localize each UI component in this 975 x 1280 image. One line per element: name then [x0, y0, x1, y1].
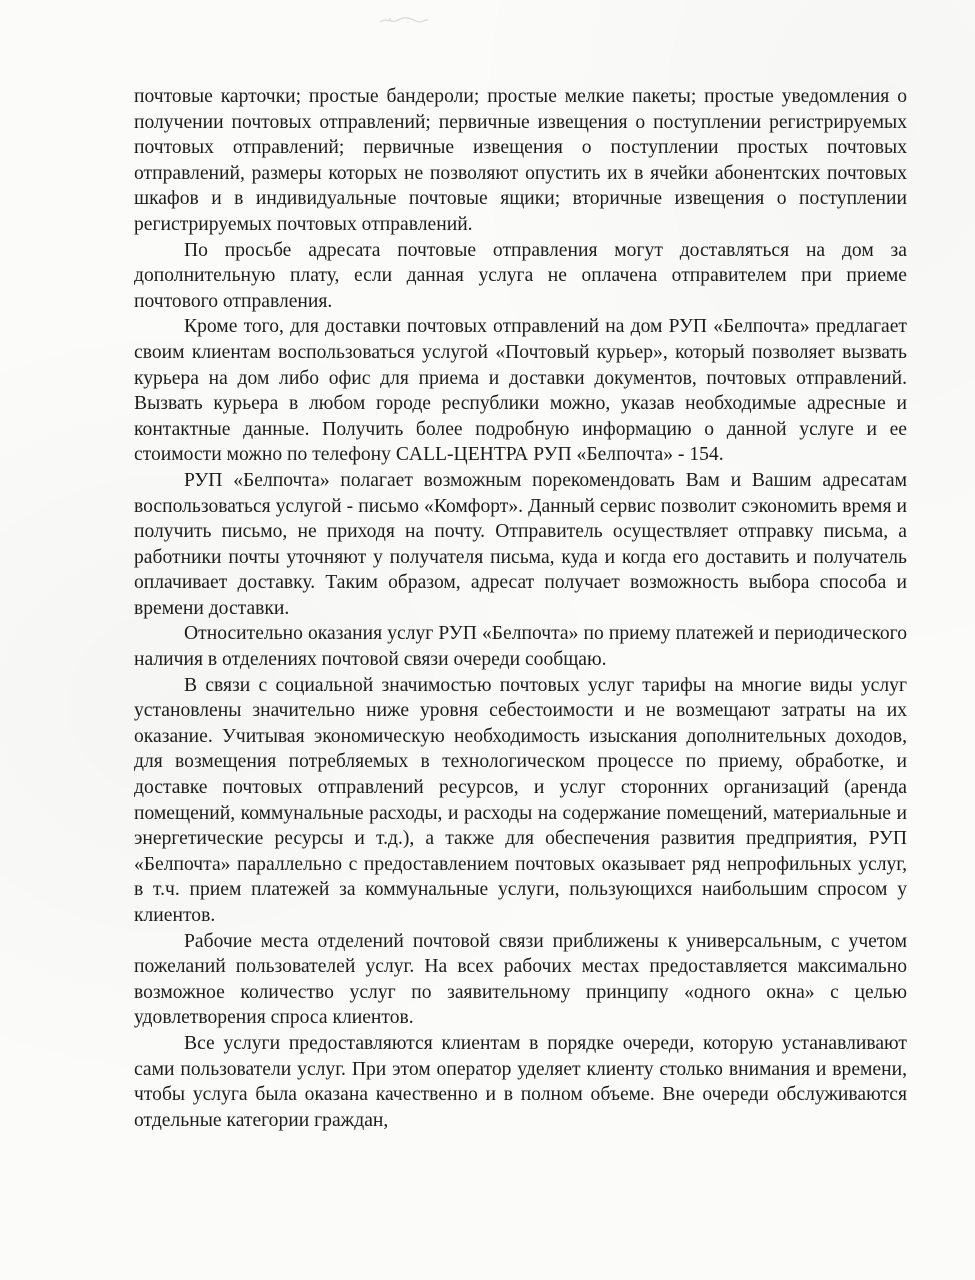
paragraph-queue-order: Все услуги предоставляются клиентам в порядке очереди, которую устанавливают сами пользователи услуг. При этом оператор уделяет клиенту столько внимания и времени, чтобы услуга была оказана качественно и в полном объеме. Вне очереди обслуживаются отдельные категории граждан,: [134, 1032, 907, 1131]
paragraph-tariffs: В связи с социальной значимостью почтовых услуг тарифы на многие виды услуг установлены значительно ниже уровня себестоимости и не возмещают затраты на их оказание. Учитывая экономическую необходимость изыскания дополнительных доходов, для возмещения потребляемых в технологическом процессе по приему, обработке, и доставке почтовых отправлений ресурсов, и услуг сторонних организаций (аренда помещений, коммунальные расходы, и расходы на содержание помещений, материальные и энергетические ресурсы и т.д.), а также для обеспечения развития предприятия, РУП «Белпочта» параллельно с предоставлением почтовых оказывает ряд непрофильных услуг, в т.ч. прием платежей за коммунальные услуги, пользующихся наибольшим спросом у клиентов.: [134, 674, 907, 926]
paragraph-workplaces: Рабочие места отделений почтовой связи приближены к универсальным, с учетом пожеланий пользователей услуг. На всех рабочих местах предоставляется максимально возможное количество услуг по заявительному принципу «одного окна» с целью удовлетворения спроса клиентов.: [134, 930, 907, 1029]
paragraph-continuation: почтовые карточки; простые бандероли; простые мелкие пакеты; простые уведомления о получении почтовых отправлений; первичные извещения о поступлении регистрируемых почтовых отправлений; первичные извещения о поступлении простых почтовых отправлений, размеры которых не позволяют опустить их в ячейки абонентских почтовых шкафов и в индивидуальные почтовые ящики; вторичные извещения о поступлении регистрируемых почтовых отправлений.: [134, 86, 907, 235]
paragraph-comfort-letter: РУП «Белпочта» полагает возможным порекомендовать Вам и Вашим адресатам воспользоваться услугой - письмо «Комфорт». Данный сервис позволит сэкономить время и получить письмо, не приходя на почту. Отправитель осуществляет отправку письма, а работники почты уточняют у получателя письма, куда и когда его доставить и получатель оплачивает доставку. Таким образом, адресат получает возможность выбора способа и времени доставки.: [134, 469, 907, 619]
document-body: [134, 84, 907, 1133]
scan-artifact-icon: [378, 14, 430, 26]
paragraph-payments-queue: Относительно оказания услуг РУП «Белпочта» по приему платежей и периодического наличия в отделениях почтовой связи очереди сообщаю.: [134, 623, 907, 671]
paragraph-home-delivery: По просьбе адресата почтовые отправления могут доставляться на дом за дополнительную плату, если данная услуга не оплачена отправителем при приеме почтового отправления.: [134, 239, 907, 312]
paragraph-postal-courier: Кроме того, для доставки почтовых отправлений на дом РУП «Белпочта» предлагает своим клиентам воспользоваться услугой «Почтовый курьер», который позволяет вызвать курьера на дом либо офис для приема и доставки документов, почтовых отправлений. Вызвать курьера в любом городе республики можно, указав необходимые адресные и контактные данные. Получить более подробную информацию о данной услуге и ее стоимости можно по телефону CALL-ЦЕНТРА РУП «Белпочта» - 154.: [134, 316, 907, 466]
